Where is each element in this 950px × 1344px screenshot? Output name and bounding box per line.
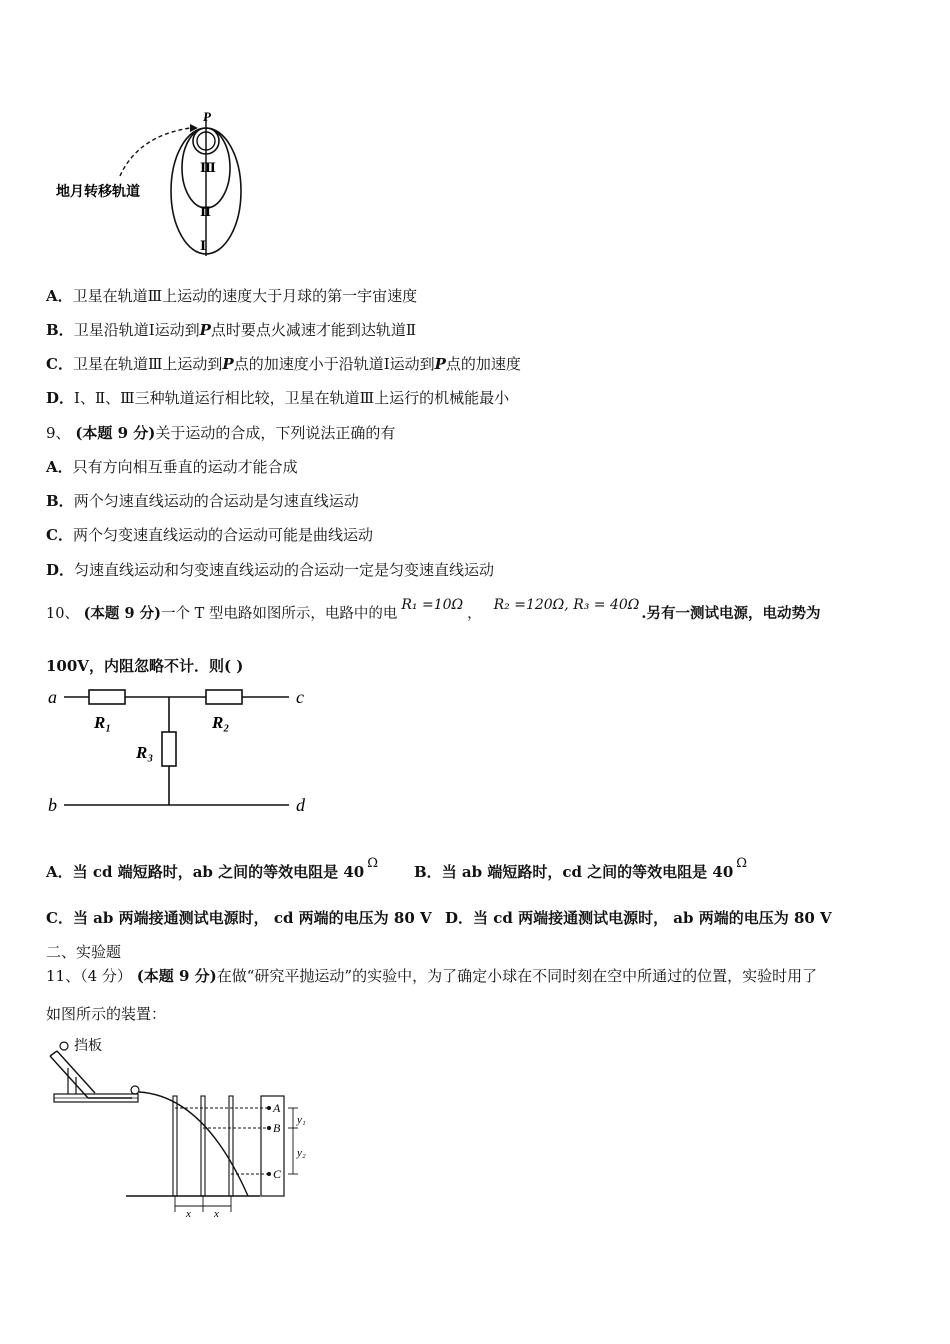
q9-option-b: B．两个匀速直线运动的合运动是匀速直线运动: [46, 492, 359, 510]
baffle-label: 挡板: [74, 1039, 102, 1054]
resistance-r2-r3-formula: R₂ =120Ω, R₃ = 40Ω: [493, 597, 640, 613]
resistance-r1-formula: R₁ =10Ω: [401, 597, 464, 613]
q10-option-b: B．当 ab 端短路时，cd 之间的等效电阻是 40 Ω: [414, 856, 748, 881]
projectile-apparatus-diagram: [44, 1034, 324, 1220]
section-title-experiment: 二、实验题: [46, 943, 122, 961]
q8-option-c: C．卫星在轨道Ⅲ上运动到P点的加速度小于沿轨道Ⅰ运动到P点的加速度: [46, 355, 521, 373]
x1-label: x: [186, 1208, 191, 1220]
label-r2: R₂: [212, 713, 230, 732]
resistor-r2: [206, 690, 242, 704]
q9-option-d: D．匀速直线运动和匀变速直线运动的合运动一定是匀变速直线运动: [46, 561, 495, 579]
q10-stem-continued: 100V，内阻忽略不计．则( ): [46, 657, 244, 675]
q11-stem: 11、（4 分） (本题 9 分)在做“研究平抛运动”的实验中，为了确定小球在不同时刻在空中所通过的位置，实验时用了: [46, 967, 818, 985]
terminal-b: b: [48, 795, 57, 815]
q9-stem: 9、 (本题 9 分)关于运动的合成，下列说法正确的有: [46, 424, 396, 442]
point-a-label: A: [273, 1101, 281, 1115]
transfer-orbit-label: 地月转移轨道: [56, 185, 140, 200]
q11-stem-continued: 如图所示的装置：: [46, 1005, 167, 1023]
q8-option-d: D．Ⅰ、Ⅱ、Ⅲ三种轨道运行相比较，卫星在轨道Ⅲ上运行的机械能最小: [46, 389, 510, 407]
orbit-label-ii: Ⅱ: [200, 204, 211, 219]
terminal-d: d: [296, 795, 305, 815]
q9-option-c: C．两个匀变速直线运动的合运动可能是曲线运动: [46, 526, 373, 544]
q10-stem: 10、 (本题 9 分)一个 T 型电路如图所示，电路中的电R₁ =10Ω，R₂ =120Ω, R₃ = 40Ω .另有一测试电源，电动势为: [46, 597, 821, 622]
orbit-label-iii: Ⅲ: [200, 160, 216, 175]
y2-label: y₂: [297, 1147, 306, 1159]
x2-label: x: [214, 1208, 219, 1220]
q10-option-c: C．当 ab 两端接通测试电源时， cd 两端的电压为 80 V: [46, 909, 432, 927]
q10-option-d: D．当 cd 两端接通测试电源时， ab 两端的电压为 80 V: [445, 909, 832, 927]
q8-option-b: B．卫星沿轨道Ⅰ运动到P点时要点火减速才能到达轨道Ⅱ: [46, 321, 417, 339]
terminal-a: a: [48, 687, 57, 707]
resistor-r3: [162, 732, 176, 766]
point-b-label: B: [273, 1121, 281, 1135]
terminal-c: c: [296, 687, 304, 707]
q9-option-a: A．只有方向相互垂直的运动才能合成: [46, 458, 298, 476]
orbit-label-p: P: [203, 109, 211, 124]
y1-label: y₁: [297, 1114, 306, 1126]
orbit-label-i: Ⅰ: [200, 238, 207, 253]
t-circuit-diagram: [44, 684, 324, 824]
q8-option-a: A．卫星在轨道Ⅲ上运动的速度大于月球的第一宇宙速度: [46, 287, 418, 305]
resistor-r1: [89, 690, 125, 704]
point-c-label: C: [273, 1167, 282, 1181]
label-r1: R₁: [94, 713, 112, 732]
orbit-diagram: [50, 108, 260, 258]
q10-option-a: A．当 cd 端短路时，ab 之间的等效电阻是 40 Ω: [46, 856, 379, 881]
label-r3: R₃: [136, 743, 154, 762]
